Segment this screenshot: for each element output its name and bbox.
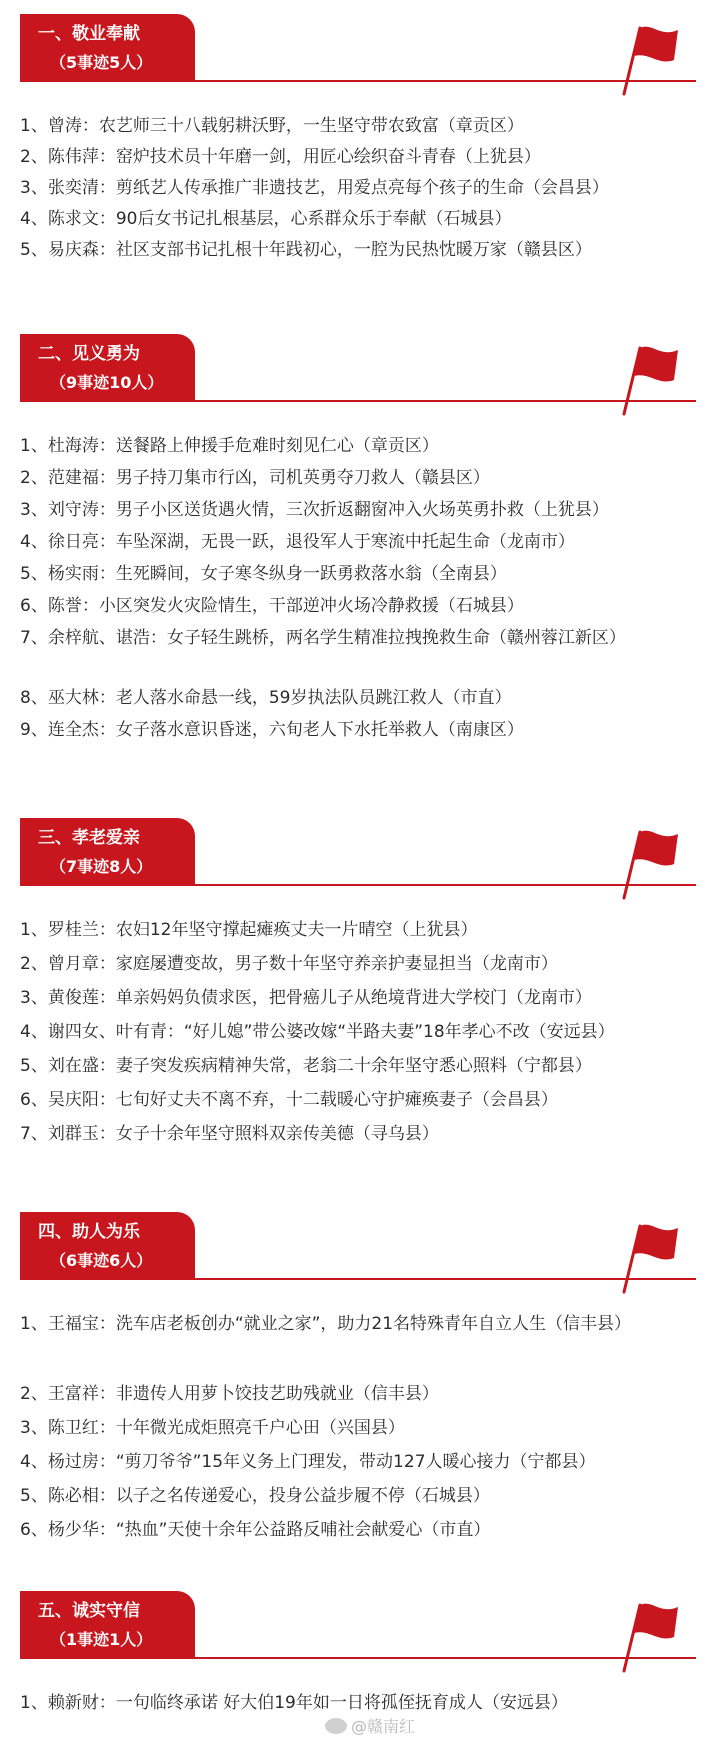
list-item: 2、陈伟萍：窑炉技术员十年磨一剑，用匠心绘织奋斗青春（上犹县） [20, 147, 541, 167]
list-item: 4、谢四女、叶有青：“好儿媳”带公婆改嫁“半路夫妻”18年孝心不改（安远县） [20, 1022, 615, 1042]
weibo-watermark [325, 1715, 465, 1739]
section-count: （6事迹6人） [50, 1251, 153, 1270]
section-divider [20, 80, 696, 82]
section-header-tab [20, 818, 195, 884]
list-item: 1、杜海涛：送餐路上伸援手危难时刻见仁心（章贡区） [20, 436, 439, 456]
list-item: 1、赖新财：一句临终承诺 好大伯19年如一日将孤侄抚育成人（安远县） [20, 1693, 568, 1713]
list-item: 7、刘群玉：女子十余年坚守照料双亲传美德（寻乌县） [20, 1124, 439, 1144]
section-title: 一、敬业奉献 [38, 24, 140, 44]
section-jingye-fengxian [0, 14, 716, 274]
section-count: （1事迹1人） [50, 1630, 153, 1649]
section-title: 三、孝老爱亲 [38, 828, 140, 848]
section-divider [20, 1657, 696, 1659]
section-header-tab [20, 14, 195, 80]
section-title: 五、诚实守信 [38, 1601, 140, 1621]
section-header-tab [20, 334, 195, 400]
list-item: 4、徐日亮：车坠深湖，无畏一跃，退役军人于寒流中托起生命（龙南市） [20, 532, 575, 552]
list-item: 7、余梓航、谌浩：女子轻生跳桥，两名学生精准拉拽挽救生命（赣州蓉江新区） [20, 628, 626, 648]
section-divider [20, 1278, 696, 1280]
section-header-tab [20, 1591, 195, 1657]
section-title: 四、助人为乐 [38, 1222, 140, 1242]
section-jianyi-yongwei [0, 334, 716, 774]
list-item: 6、吴庆阳：七旬好丈夫不离不弃，十二载暖心守护瘫痪妻子（会昌县） [20, 1090, 558, 1110]
list-item: 2、王富祥：非遗传人用萝卜饺技艺助残就业（信丰县） [20, 1384, 439, 1404]
section-chengshi-shouxin [0, 1591, 716, 1731]
list-item: 3、陈卫红：十年微光成炬照亮千户心田（兴国县） [20, 1418, 405, 1438]
list-item: 1、王福宝：洗车店老板创办“就业之家”，助力21名特殊青年自立人生（信丰县） [20, 1314, 632, 1334]
list-item: 3、张奕清：剪纸艺人传承推广非遗技艺，用爱点亮每个孩子的生命（会昌县） [20, 178, 609, 198]
list-item: 5、易庆森：社区支部书记扎根十年践初心，一腔为民热忱暖万家（赣县区） [20, 240, 592, 260]
list-item: 9、连全杰：女子落水意识昏迷，六旬老人下水托举救人（南康区） [20, 720, 524, 740]
list-item: 1、曾涛：农艺师三十八载躬耕沃野，一生坚守带农致富（章贡区） [20, 116, 524, 136]
list-item: 8、巫大林：老人落水命悬一线，59岁执法队员跳江救人（市直） [20, 688, 512, 708]
list-item: 4、陈求文：90后女书记扎根基层，心系群众乐于奉献（石城县） [20, 209, 512, 229]
section-divider [20, 400, 696, 402]
red-flag-icon [620, 1218, 682, 1294]
red-flag-icon [620, 340, 682, 416]
section-count: （7事迹8人） [50, 857, 153, 876]
red-flag-icon [620, 824, 682, 900]
watermark-text: @赣南红 [351, 1717, 416, 1736]
section-header-tab [20, 1212, 195, 1278]
list-item: 2、曾月章：家庭屡遭变故，男子数十年坚守养亲护妻显担当（龙南市） [20, 954, 558, 974]
red-flag-icon [620, 1597, 682, 1673]
red-flag-icon [620, 20, 682, 96]
section-count: （9事迹10人） [50, 373, 164, 392]
list-item: 5、杨实雨：生死瞬间，女子寒冬纵身一跃勇救落水翁（全南县） [20, 564, 507, 584]
list-item: 1、罗桂兰：农妇12年坚守撑起瘫痪丈夫一片晴空（上犹县） [20, 920, 478, 940]
list-item: 3、刘守涛：男子小区送货遇火情，三次折返翻窗冲入火场英勇扑救（上犹县） [20, 500, 609, 520]
section-zhuren-weile [0, 1212, 716, 1540]
list-item: 3、黄俊莲：单亲妈妈负债求医，把骨癌儿子从绝境背进大学校门（龙南市） [20, 988, 592, 1008]
list-item: 6、陈誉：小区突发火灾险情生，干部逆冲火场冷静救援（石城县） [20, 596, 524, 616]
section-divider [20, 884, 696, 886]
list-item: 4、杨过房：“剪刀爷爷”15年义务上门理发，带动127人暖心接力（宁都县） [20, 1452, 596, 1472]
list-item: 5、刘在盛：妻子突发疾病精神失常，老翁二十余年坚守悉心照料（宁都县） [20, 1056, 592, 1076]
weibo-icon [325, 1718, 347, 1734]
section-title: 二、见义勇为 [38, 344, 140, 364]
section-count: （5事迹5人） [50, 53, 153, 72]
list-item: 2、范建福：男子持刀集市行凶，司机英勇夺刀救人（赣县区） [20, 468, 490, 488]
list-item: 6、杨少华：“热血”天使十余年公益路反哺社会献爱心（市直） [20, 1520, 491, 1540]
list-item: 5、陈必相：以子之名传递爱心，投身公益步履不停（石城县） [20, 1486, 490, 1506]
section-xiaolao-aiqin [0, 818, 716, 1148]
